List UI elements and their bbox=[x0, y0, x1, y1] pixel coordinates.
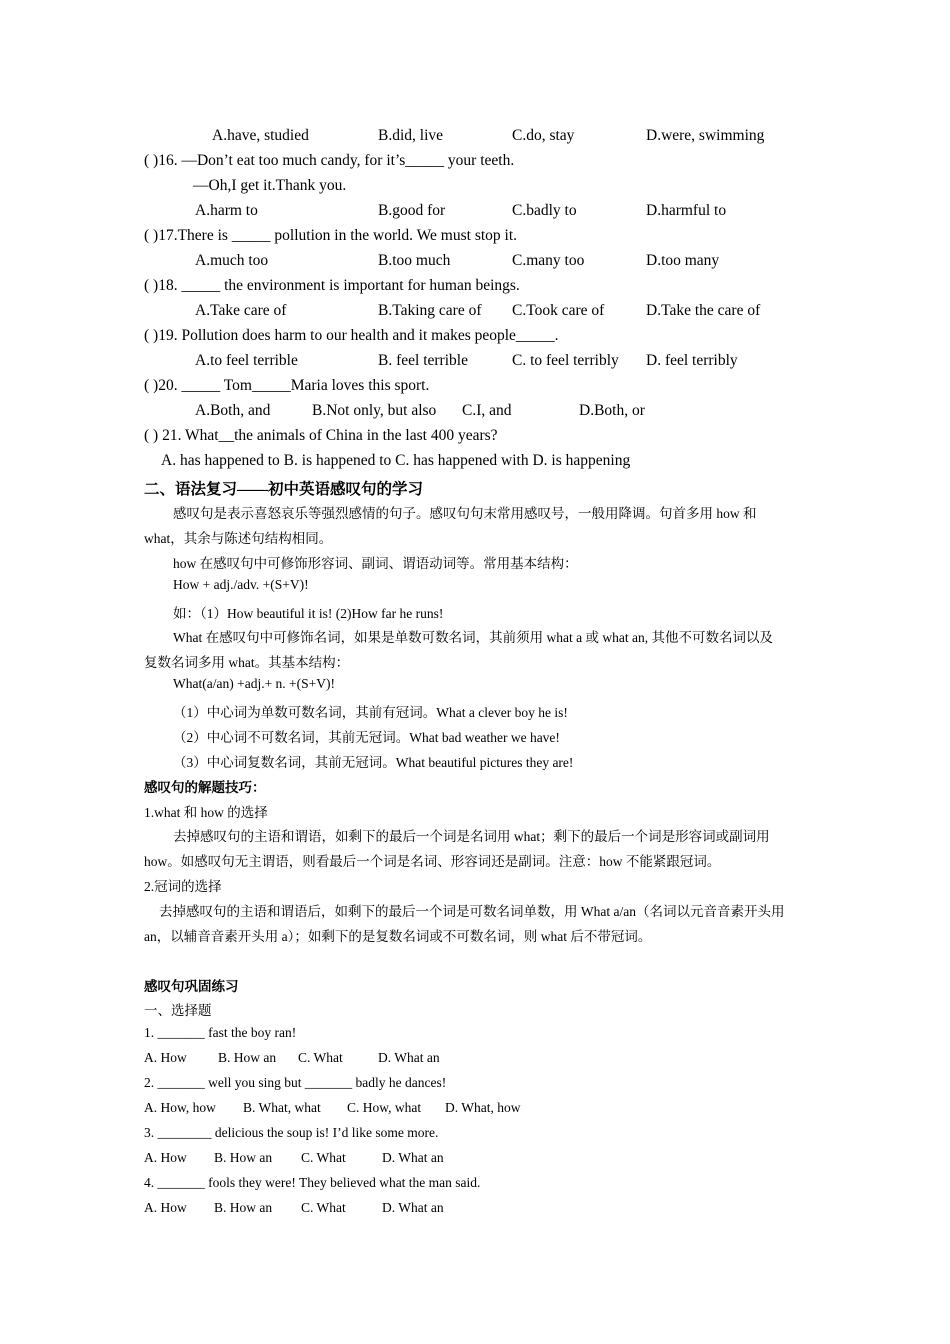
grammar-paragraph: what，其余与陈述句结构相同。 bbox=[144, 531, 333, 546]
tip-title: 2.冠词的选择 bbox=[144, 879, 222, 894]
practice-subheading: 一、选择题 bbox=[144, 1003, 212, 1018]
grammar-paragraph: What 在感叹句中可修饰名词，如果是单数可数名词，其前须用 what a 或 what an, 其他不可数名词以及 bbox=[173, 630, 773, 645]
grammar-rule: （2）中心词不可数名词，其前无冠词。What bad weather we have! bbox=[173, 730, 560, 745]
q16-option-c: C.badly to bbox=[512, 202, 577, 219]
q19-option-c: C. to feel terribly bbox=[512, 352, 619, 369]
practice-option: B. What, what bbox=[243, 1100, 321, 1115]
q18-option-b: B.Taking care of bbox=[378, 302, 482, 319]
q17-option-d: D.too many bbox=[646, 252, 720, 269]
q19-option-a: A.to feel terrible bbox=[195, 352, 298, 369]
practice-question-1: 1. _______ fast the boy ran! bbox=[144, 1025, 297, 1040]
q17-option-a: A.much too bbox=[195, 252, 269, 269]
grammar-paragraph: how 在感叹句中可修饰形容词、副词、谓语动词等。常用基本结构： bbox=[173, 556, 578, 571]
practice-option: B. How an bbox=[214, 1150, 273, 1165]
tip-paragraph: 去掉感叹句的主语和谓语，如剩下的最后一个词是名词用 what；剩下的最后一个词是形容词或副词用 bbox=[173, 829, 770, 844]
q17-option-c: C.many too bbox=[512, 252, 585, 269]
grammar-example: 如：（1）How beautiful it is! (2)How far he runs! bbox=[173, 606, 444, 621]
q20-option-b: B.Not only, but also bbox=[312, 402, 437, 419]
practice-option: C. What bbox=[301, 1200, 346, 1215]
q20-option-a: A.Both, and bbox=[195, 402, 271, 419]
q15-option-b: B.did, live bbox=[378, 127, 444, 144]
tip-paragraph: an，以辅音音素开头用 a）；如剩下的是复数名词或不可数名词，则 what 后不带冠词。 bbox=[144, 929, 652, 944]
practice-question-3: 3. ________ delicious the soup is! I’d like some more. bbox=[144, 1125, 439, 1140]
q18-option-c: C.Took care of bbox=[512, 302, 605, 319]
practice-option: D. What an bbox=[382, 1200, 444, 1215]
grammar-formula: How + adj./adv. +(S+V)! bbox=[173, 577, 309, 592]
q21-options: A. has happened to B. is happened to C. has happened with D. is happening bbox=[161, 452, 631, 469]
q16-option-a: A.harm to bbox=[195, 202, 258, 219]
q15-option-d: D.were, swimming bbox=[646, 127, 765, 144]
q16-option-d: D.harmful to bbox=[646, 202, 727, 219]
practice-option: D. What, how bbox=[445, 1100, 521, 1115]
grammar-paragraph: 感叹句是表示喜怒哀乐等强烈感情的句子。感叹句句末常用感叹号，一般用降调。句首多用 how 和 bbox=[173, 506, 757, 521]
tip-paragraph: how。如感叹句无主谓语，则看最后一个词是名词、形容词还是副词。注意：how 不能紧跟冠词。 bbox=[144, 854, 721, 869]
grammar-paragraph: 复数名词多用 what。其基本结构： bbox=[144, 655, 350, 670]
practice-option: C. What bbox=[301, 1150, 346, 1165]
practice-option: A. How bbox=[144, 1050, 187, 1065]
practice-heading: 感叹句巩固练习 bbox=[144, 979, 239, 994]
grammar-formula: What(a/an) +adj.+ n. +(S+V)! bbox=[173, 676, 336, 691]
grammar-rule: （1）中心词为单数可数名词，其前有冠词。What a clever boy he is! bbox=[173, 705, 568, 720]
practice-option: C. How, what bbox=[347, 1100, 422, 1115]
tip-title: 1.what 和 how 的选择 bbox=[144, 805, 268, 820]
q20-option-d: D.Both, or bbox=[579, 402, 645, 419]
practice-option: B. How an bbox=[214, 1200, 273, 1215]
q20-stem: ( )20. _____ Tom_____Maria loves this sport. bbox=[144, 377, 430, 394]
practice-option: C. What bbox=[298, 1050, 343, 1065]
q17-stem: ( )17.There is _____ pollution in the world. We must stop it. bbox=[144, 227, 518, 244]
q16-stem: ( )16. —Don’t eat too much candy, for it’s_____ your teeth. bbox=[144, 152, 515, 169]
q18-option-d: D.Take the care of bbox=[646, 302, 761, 319]
q15-option-a: A.have, studied bbox=[212, 127, 309, 144]
q19-option-d: D. feel terribly bbox=[646, 352, 738, 369]
q18-option-a: A.Take care of bbox=[195, 302, 287, 319]
q16-option-b: B.good for bbox=[378, 202, 446, 219]
practice-option: A. How bbox=[144, 1150, 187, 1165]
q15-option-c: C.do, stay bbox=[512, 127, 575, 144]
q18-stem: ( )18. _____ the environment is important for human beings. bbox=[144, 277, 520, 294]
q20-option-c: C.I, and bbox=[462, 402, 512, 419]
practice-option: A. How bbox=[144, 1200, 187, 1215]
q19-option-b: B. feel terrible bbox=[378, 352, 468, 369]
practice-option: B. How an bbox=[218, 1050, 277, 1065]
q21-stem: ( ) 21. What__the animals of China in the last 400 years? bbox=[144, 427, 498, 444]
practice-question-4: 4. _______ fools they were! They believed what the man said. bbox=[144, 1175, 481, 1190]
practice-option: D. What an bbox=[382, 1150, 444, 1165]
practice-option: D. What an bbox=[378, 1050, 440, 1065]
q17-option-b: B.too much bbox=[378, 252, 451, 269]
grammar-rule: （3）中心词复数名词，其前无冠词。What beautiful pictures they are! bbox=[173, 755, 574, 770]
q16-reply: —Oh,I get it.Thank you. bbox=[193, 177, 347, 194]
tip-paragraph: 去掉感叹句的主语和谓语后，如剩下的最后一个词是可数名词单数，用 What a/an（名词以元音音素开头用 bbox=[159, 904, 785, 919]
tips-heading: 感叹句的解题技巧： bbox=[144, 780, 266, 795]
q19-stem: ( )19. Pollution does harm to our health and it makes people_____. bbox=[144, 327, 559, 344]
practice-option: A. How, how bbox=[144, 1100, 216, 1115]
practice-question-2: 2. _______ well you sing but _______ badly he dances! bbox=[144, 1075, 447, 1090]
grammar-heading: 二、语法复习——初中英语感叹句的学习 bbox=[144, 481, 424, 498]
